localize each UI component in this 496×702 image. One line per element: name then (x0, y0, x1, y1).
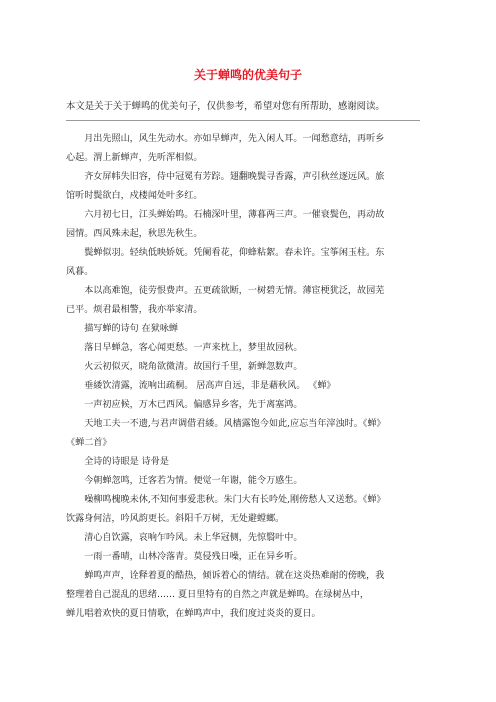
paragraph (66, 548, 430, 567)
text-line: 已平。烦君最相警，我亦举家清。 (66, 305, 203, 315)
paragraph (66, 244, 430, 282)
text-line: 落日早蝉急，客心闻更愁。一声来枕上，梦里故园秋。 (84, 343, 303, 353)
text-line: 《蝉二首》 (66, 438, 112, 448)
text-line: 整理着自己混乱的思绪…… 夏日里特有的自然之声就是蝉鸣。在绿树丛中， (66, 590, 369, 600)
paragraph (66, 206, 430, 244)
paragraph (66, 168, 430, 206)
text-line: 垂緌饮清露，流响出疏桐。 居高声自远，非是藉秋风。 《蝉》 (84, 381, 336, 391)
text-line: 齐女屏帏失旧容，侍中冠冕有芳踪。翅翻晚鬓寻香露，声引秋丝逐远风。旅 (84, 172, 385, 182)
text-line: 蝉鸣声声，诠释着夏的酷热，倾诉着心的情结。就在这炎热难耐的傍晚，我 (84, 571, 385, 581)
text-line: 六月初七日，江头蝉始鸣。石楠深叶里，薄暮两三声。一催衰鬓色，再动故 (84, 210, 385, 220)
text-line: 馆听时鬓欲白，戍楼闻处叶多红。 (66, 191, 203, 201)
paragraph (66, 282, 430, 320)
text-line: 天地工夫一不遗,与君声调借君緌。风樯露饱今如此,应忘当年滓浊时。《蝉》 (84, 419, 386, 429)
text-line: 蝉儿唱着欢快的夏日情歌，在蝉鸣声中，我们度过炎炎的夏日。 (66, 609, 321, 619)
paragraph (66, 377, 430, 396)
text-line: 饮露身何洁，吟风韵更长。斜阳千万树，无处避螳螂。 (66, 514, 285, 524)
paragraph (66, 396, 430, 415)
text-line: 园情。西风殊未起，秋思先秋生。 (66, 229, 203, 239)
paragraph (66, 529, 430, 548)
text-line: 一雨一番晴，山林冷落青。莫侵残日噪，正在异乡听。 (84, 552, 303, 562)
text-line: 心起。渭上新蝉声，先听浑相似。 (66, 153, 203, 163)
intro-note: 本文是关于关于蝉鸣的优美句子，仅供参考，希望对您有所帮助，感谢阅读。 (66, 101, 385, 112)
paragraph (66, 130, 430, 168)
paragraph (66, 320, 430, 339)
paragraph (66, 472, 430, 491)
text-line: 一声初应候，万木已西风。偏感异乡客，先于离塞鸿。 (84, 400, 303, 410)
paragraph (66, 415, 430, 453)
text-line: 清心自饮露，哀响乍吟风。未上华冠侧，先惊翳叶中。 (84, 533, 303, 543)
text-line: 噪柳鸣槐晚未休,不知何事爱悲秋。朱门大有长吟处,刚傍愁人又送愁。《蝉》 (84, 495, 386, 505)
document-title: 关于蝉鸣的优美句子 (193, 68, 302, 82)
paragraph (66, 358, 430, 377)
text-line: 风暮。 (66, 267, 94, 277)
text-line: 鬓蝉似羽。轻纨低映娇妩。凭阑看花，仰蜂粘絮。春未许。宝筝闲玉柱。东 (84, 248, 385, 258)
text-line: 今朝蝉忽鸣，迁客若为情。便觉一年谢，能令万感生。 (84, 476, 303, 486)
text-line: 本以高难饱，徒劳恨费声。五更疏欲断，一树碧无情。薄宦梗犹泛，故园芜 (84, 286, 385, 296)
text-line: 月出先照山，风生先动水。亦如早蝉声，先入闲人耳。一闻愁意结，再听乡 (84, 134, 385, 144)
paragraph (66, 491, 430, 529)
text-line: 火云初似灭，晓角欲微清。故国行千里，新蝉忽数声。 (84, 362, 303, 372)
divider-line (66, 120, 420, 121)
document-body (66, 130, 430, 624)
text-line: 全诗的诗眼是 诗骨是 (84, 457, 169, 467)
paragraph (66, 453, 430, 472)
text-line: 描写蝉的诗句 在狱咏蝉 (84, 324, 179, 334)
paragraph (66, 567, 430, 624)
paragraph (66, 339, 430, 358)
